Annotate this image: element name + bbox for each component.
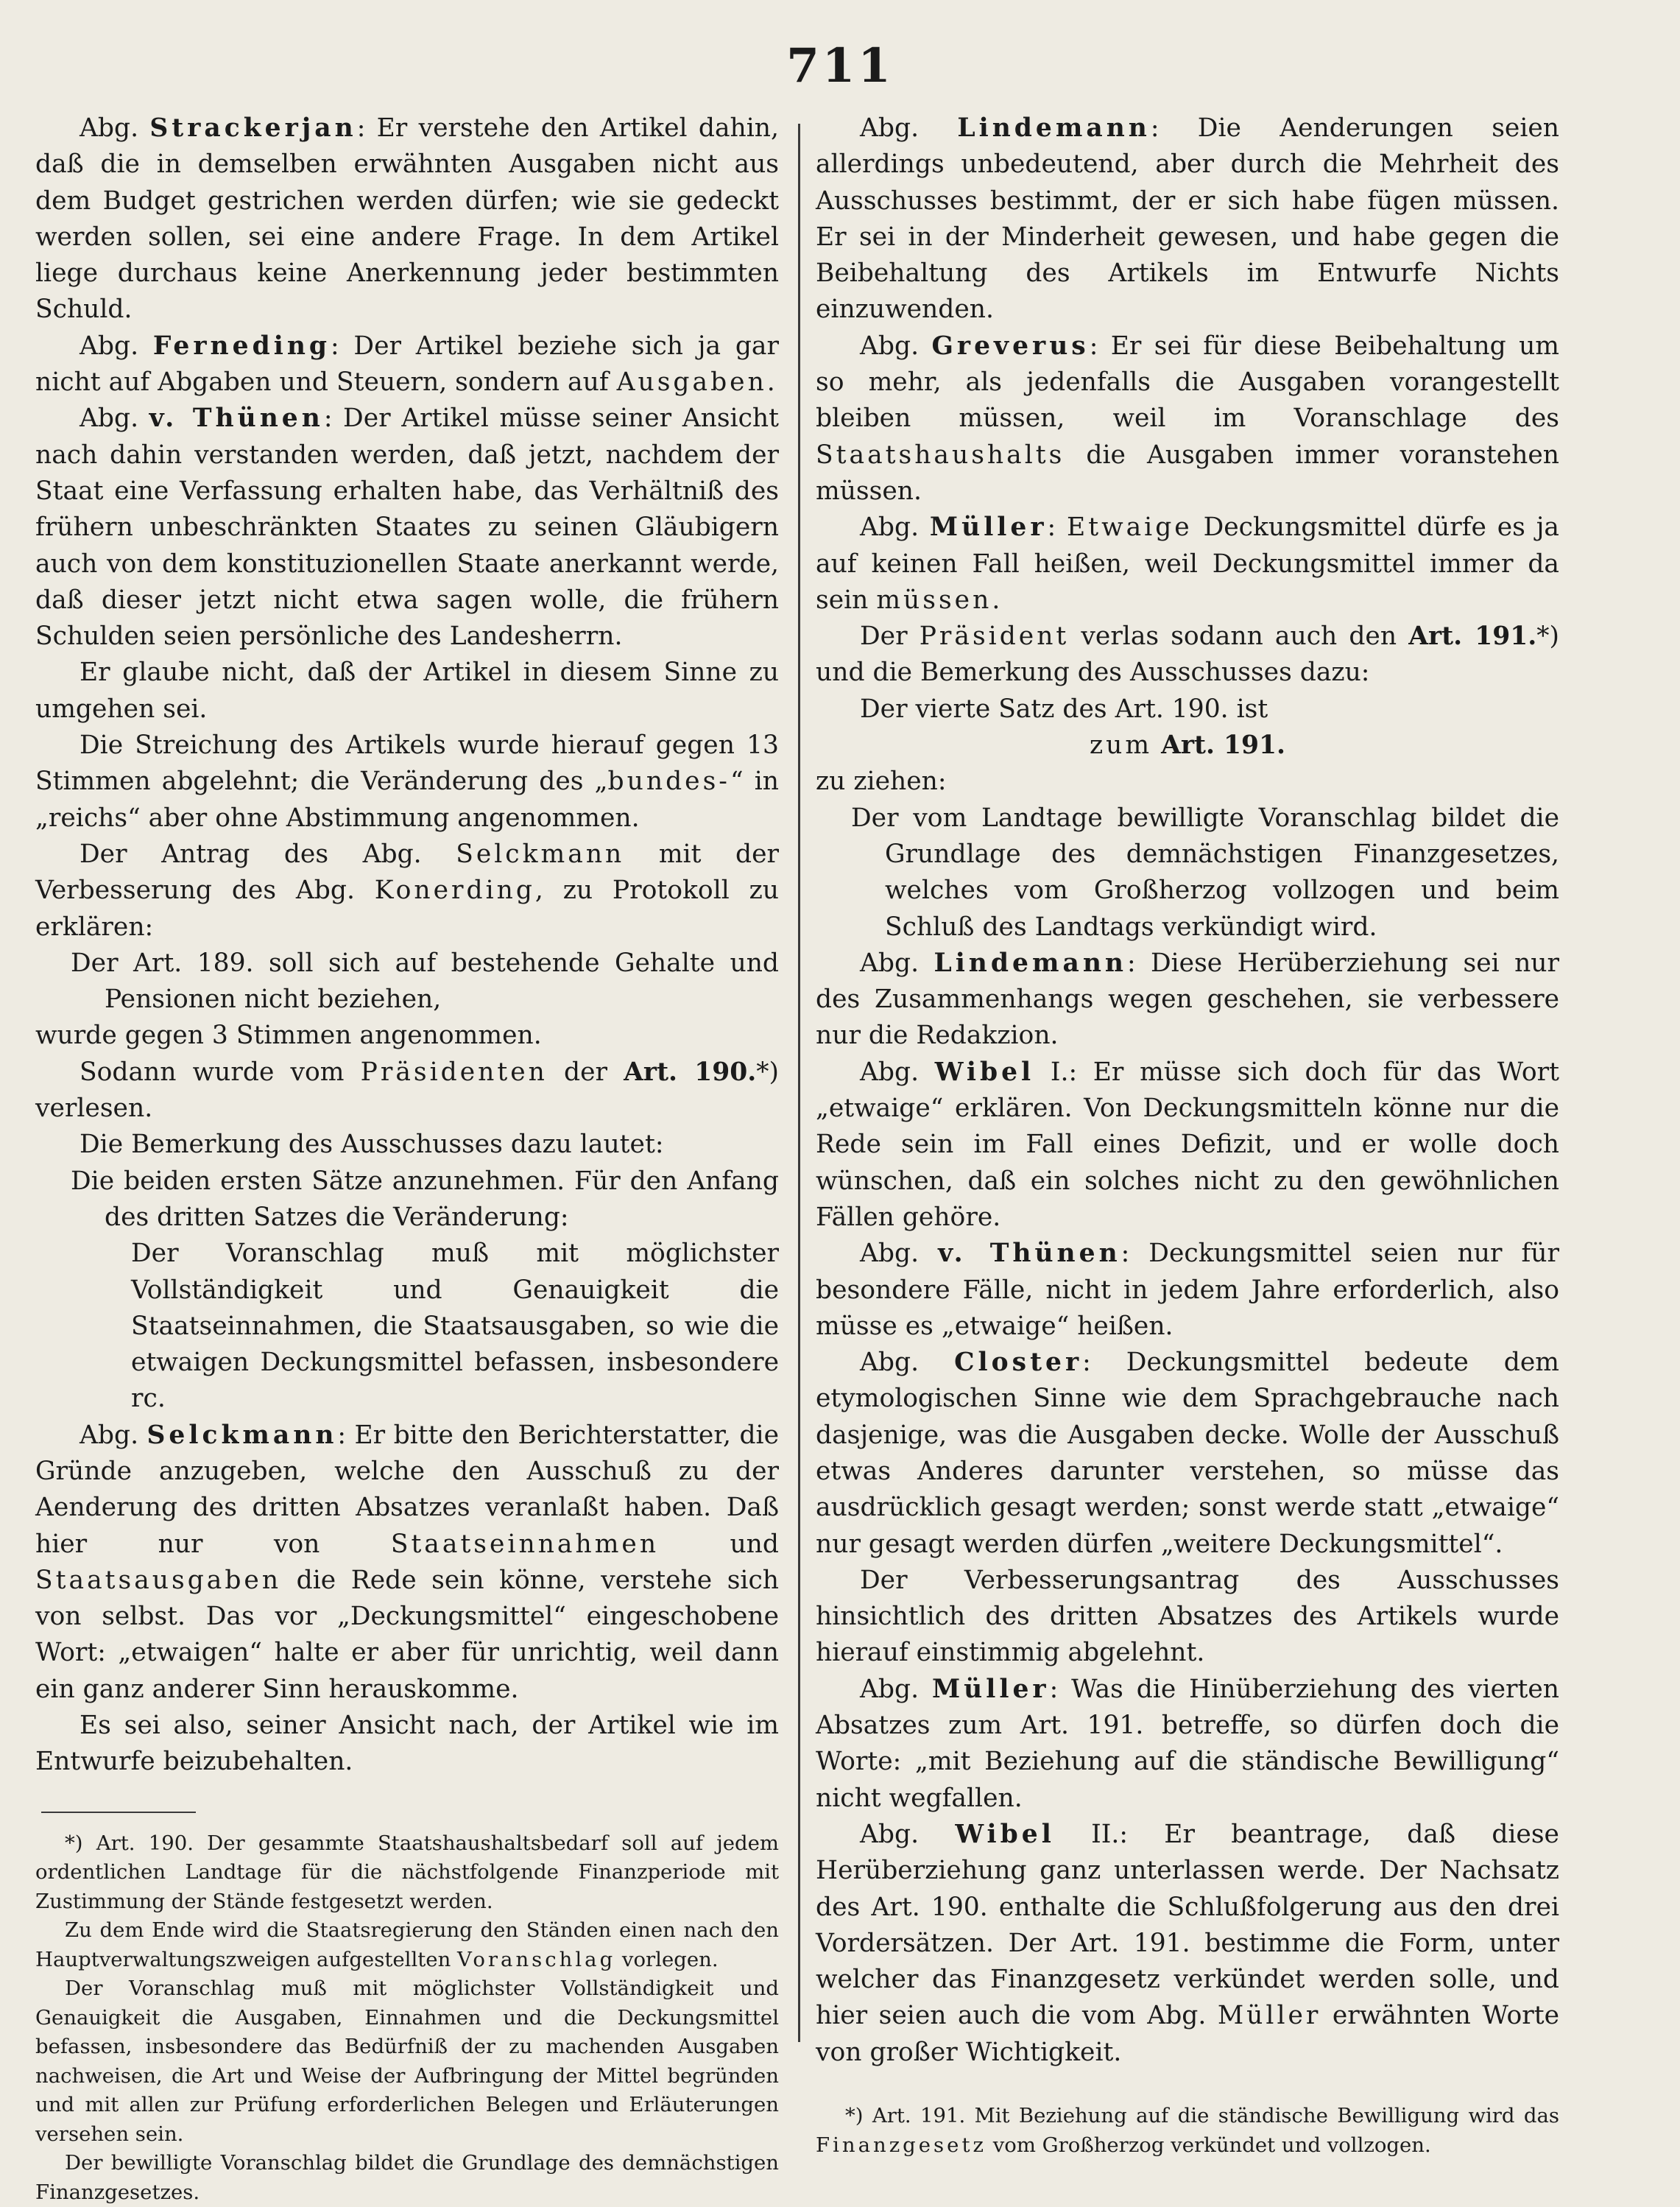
paragraph: Abg. Strackerjan: Er verstehe den Artikel dahin, daß die in demselben erwähnten Ausgaben nicht aus dem Budget gestrichen werden dürfen; wie sie gedeckt werden sollen, sei eine andere Frage. In dem Artikel liege durchaus keine Anerkennung jeder bestimmten Schuld.	[35, 113, 779, 325]
speaker-name: Müller	[931, 1674, 1050, 1704]
paragraph: Abg. Wibel II.: Er beantrage, daß diese Herüberziehung ganz unterlassen werde. Der Nachsatz des Art. 190. enthalte die Schlußfolgerung aus den drei Vordersätzen. Der Art. 191. bestimme die Form, unter welcher das Finanzgesetz verkündet werden solle, und hier seien auch die vom Abg. Müller erwähnten Worte von großer Wichtigkeit.	[816, 1819, 1559, 2067]
speaker-name: v. Thünen	[149, 404, 324, 434]
footnote-paragraph: Der bewilligte Voranschlag bildet die Grundlage des demnächstigen Finanzgesetzes.	[35, 2151, 779, 2204]
left-column	[35, 110, 779, 2207]
paragraph: Der vierte Satz des Art. 190. ist	[860, 694, 1268, 724]
paragraph: Der Antrag des Abg. Selckmann mit der Verbesserung des Abg. Konerding, zu Protokoll zu erklären:	[35, 839, 779, 942]
paragraph: Abg. Wibel I.: Er müsse sich doch für das Wort „etwaige“ erklären. Von Deckungsmitteln könne nur die Rede sein im Fall eines Defizit, und er wolle doch wünschen, daß ein solches nicht zu den gewöhnlichen Fällen gehöre.	[816, 1057, 1559, 1232]
right-column	[816, 110, 1559, 2160]
paragraph: Abg. v. Thünen: Der Artikel müsse seiner Ansicht nach dahin verstanden werden, daß jetzt, nachdem der Staat eine Verfassung erhalten habe, das Verhältniß des frühern unbeschränkten Staates zu seinen Gläubigern auch von dem konstituzionellen Staate anerkannt werde, daß dieser jetzt nicht etwa sagen wolle, die frühern Schulden seien persönliche des Landesherrn.	[35, 404, 779, 652]
paragraph: Der Verbesserungsantrag des Ausschusses hinsichtlich des dritten Absatzes des Artikels wurde hierauf einstimmig abgelehnt.	[816, 1565, 1559, 1668]
speaker-name: Wibel	[955, 1819, 1055, 1849]
paragraph: Die Streichung des Artikels wurde hierauf gegen 13 Stimmen abgelehnt; die Veränderung des „bundes-“ in „reichs“ aber ohne Abstimmung angenommen.	[35, 731, 779, 833]
speaker-name: Greverus	[931, 331, 1090, 361]
paragraph: Die Bemerkung des Ausschusses dazu lautet:	[80, 1130, 664, 1160]
speaker-name: Wibel	[934, 1057, 1035, 1087]
article-reference: Art. 190.	[624, 1057, 757, 1087]
paragraph: Abg. Greverus: Er sei für diese Beibehaltung um so mehr, als jedenfalls die Ausgaben vorangestellt bleiben müssen, weil im Voranschlage des Staatshaushalts die Ausgaben immer voranstehen müssen.	[816, 331, 1559, 506]
footnote-paragraph: *) Art. 191. Mit Beziehung auf die ständische Bewilligung wird das Finanzgesetz vom Großherzog verkündet und vollzogen.	[816, 2104, 1559, 2157]
quoted-motion: Der Art. 189. soll sich auf bestehende Gehalte und Pensionen nicht beziehen,	[71, 948, 779, 1015]
paragraph: Der Präsident verlas sodann auch den Art. 191.*) und die Bemerkung des Ausschusses dazu:	[816, 622, 1559, 688]
speaker-name: Konerding	[374, 876, 535, 906]
speaker-name: Müller	[929, 513, 1048, 543]
centered-line: zum Art. 191.	[1089, 731, 1286, 761]
paragraph: Es sei also, seiner Ansicht nach, der Artikel wie im Entwurfe beizubehalten.	[35, 1711, 779, 1777]
paragraph: Abg. Ferneding: Der Artikel beziehe sich ja gar nicht auf Abgaben und Steuern, sondern auf Ausgaben.	[35, 331, 779, 398]
committee-remark: Die beiden ersten Sätze anzunehmen. Für den Anfang des dritten Satzes die Veränderung:	[71, 1166, 779, 1232]
paragraph: Abg. Müller: Etwaige Deckungsmittel dürfe es ja auf keinen Fall heißen, weil Deckungsmittel immer da sein müssen.	[816, 513, 1559, 615]
footnote	[816, 2102, 1559, 2160]
article-reference: Art. 191.	[1408, 622, 1537, 652]
speaker-name: Lindemann	[933, 948, 1127, 978]
footnote	[35, 1829, 779, 2207]
paragraph: Sodann wurde vom Präsidenten der Art. 190.*) verlesen.	[35, 1057, 779, 1124]
paragraph: Abg. v. Thünen: Deckungsmittel seien nur für besondere Fälle, nicht in jedem Jahre erforderlich, also müsse es „etwaige“ heißen.	[816, 1239, 1559, 1341]
footnote-paragraph: Zu dem Ende wird die Staatsregierung den Ständen einen nach den Hauptverwaltungszweigen aufgestellten Voranschlag vorlegen.	[35, 1918, 779, 1971]
paragraph: Abg. Lindemann: Die Aenderungen seien allerdings unbedeutend, aber durch die Mehrheit des Ausschusses bestimmt, der er sich habe fügen müssen. Er sei in der Minderheit gewesen, und habe gegen die Beibehaltung des Artikels im Entwurfe Nichts einzuwenden.	[816, 113, 1559, 325]
speaker-name: v. Thünen	[938, 1239, 1121, 1269]
paragraph: zu ziehen:	[816, 767, 947, 797]
paragraph: Abg. Closter: Deckungsmittel bedeute dem etymologischen Sinne wie dem Sprachgebrauche nach dasjenige, was die Ausgaben decke. Wolle der Ausschuß etwas Anderes darunter verstehen, so müsse das ausdrücklich gesagt werden; sonst werde statt „etwaige“ nur gesagt werden dürfen „weitere Deckungsmittel“.	[816, 1348, 1559, 1559]
speaker-name: Selckmann	[147, 1420, 338, 1450]
footnote-paragraph: *) Art. 190. Der gesammte Staatshaushaltsbedarf soll auf jedem ordentlichen Landtage für die nächstfolgende Finanzperiode mit Zustimmung der Stände festgesetzt werden.	[35, 1831, 779, 1913]
speaker-name: Strackerjan	[149, 113, 357, 143]
speaker-name: Selckmann	[456, 839, 625, 869]
speaker-name: Ferneding	[152, 331, 331, 361]
column-divider	[798, 124, 800, 2042]
paragraph: Abg. Müller: Was die Hinüberziehung des vierten Absatzes zum Art. 191. betreffe, so dürfen doch die Worte: „mit Beziehung auf die ständische Bewilligung“ nicht wegfallen.	[816, 1674, 1559, 1813]
speaker-name: Lindemann	[957, 113, 1151, 143]
footnote-paragraph: Der Voranschlag muß mit möglichster Vollständigkeit und Genauigkeit die Ausgaben, Einnahmen und die Deckungsmittel befassen, insbesondere das Bedürfniß der zu machenden Ausgaben nachweisen, die Art und Weise der Aufbringung der Mittel begründen und mit allen zur Prüfung erforderlichen Belegen und Erläuterungen versehen sein.	[35, 1977, 779, 2146]
page-number: 711	[786, 38, 894, 94]
paragraph: Abg. Selckmann: Er bitte den Berichterstatter, die Gründe anzugeben, welche den Ausschuß zu der Aenderung des dritten Absatzes veranlaßt haben. Daß hier nur von Staatseinnahmen und Staatsausgaben die Rede sein könne, verstehe sich von selbst. Das vor „Deckungsmittel“ eingeschobene Wort: „etwaigen“ halte er aber für unrichtig, weil dann ein ganz anderer Sinn herauskomme.	[35, 1420, 779, 1704]
speaker-name: Closter	[954, 1348, 1083, 1378]
footnote-rule	[41, 1812, 196, 1813]
footnote-spacer	[816, 2071, 1559, 2102]
paragraph: wurde gegen 3 Stimmen angenommen.	[35, 1021, 542, 1051]
quoted-article-text: Der vom Landtage bewilligte Voranschlag bildet die Grundlage des demnächstigen Finanzgesetzes, welches vom Großherzog vollzogen und beim Schluß des Landtags verkündigt wird.	[851, 803, 1559, 942]
quoted-article-text: Der Voranschlag muß mit möglichster Vollständigkeit und Genauigkeit die Staatseinnahmen, die Staatsausgaben, so wie die etwaigen Deckungsmittel befassen, insbesondere rc.	[131, 1239, 779, 1414]
paragraph: Er glaube nicht, daß der Artikel in diesem Sinne zu umgehen sei.	[35, 658, 779, 724]
paragraph: Abg. Lindemann: Diese Herüberziehung sei nur des Zusammenhangs wegen geschehen, sie verbessere nur die Redakzion.	[816, 948, 1559, 1051]
